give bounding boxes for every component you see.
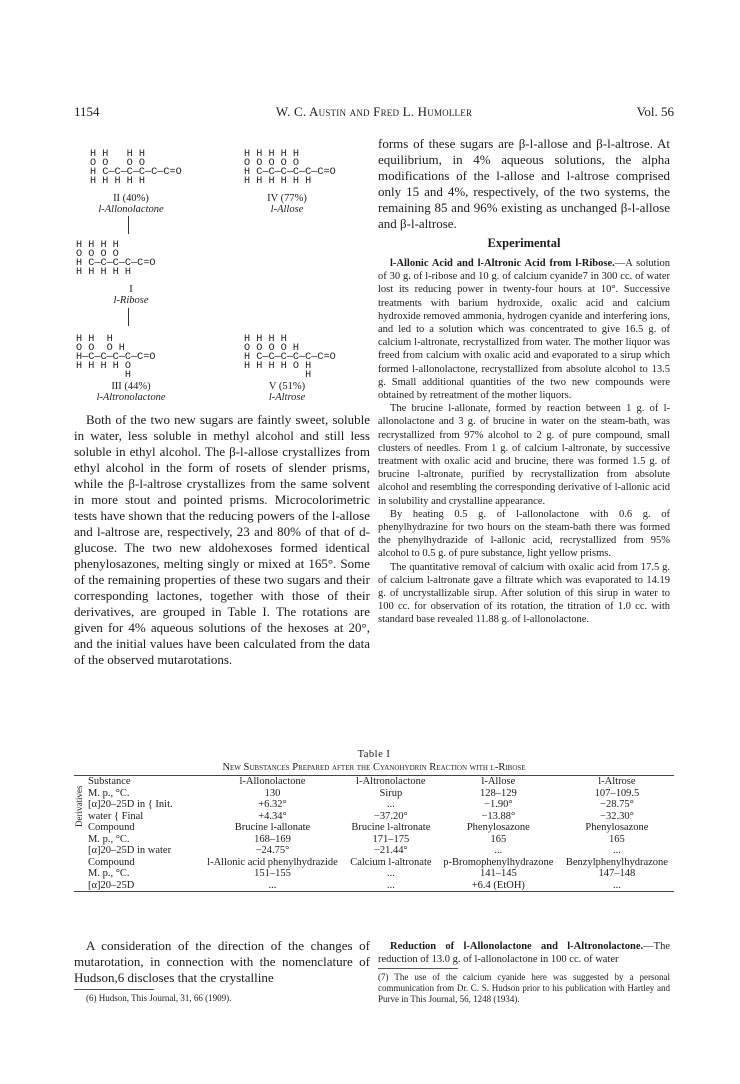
footnote-6: (6) Hudson, This Journal, 31, 66 (1909). xyxy=(86,993,232,1003)
table-cell: 165 xyxy=(490,833,507,845)
caption-iv: IV (77%) l-Allose xyxy=(267,193,307,215)
table-cell: 151–155 xyxy=(254,868,291,879)
data-table xyxy=(74,776,674,892)
table-cell: l-Allonolactone xyxy=(239,776,306,787)
bottom-right-text xyxy=(378,940,670,966)
table-row xyxy=(74,880,674,892)
table-cell: l-Allose xyxy=(481,776,516,787)
row-label: [α]20–25D xyxy=(88,879,135,891)
table-row xyxy=(74,811,674,823)
table-row xyxy=(74,868,674,880)
table-row xyxy=(74,857,674,869)
paragraph: Reduction of l-Allonolactone and l-Altronolactone.—The reduction of 13.0 g. of l-allonolactone in 100 cc. of water xyxy=(378,941,670,966)
table-row xyxy=(74,799,674,811)
header-authors: W. C. Austin and Fred L. Humoller xyxy=(275,104,473,119)
table-cell: ... xyxy=(268,879,277,891)
table-cell: 165 xyxy=(609,833,625,845)
footnote-rule xyxy=(378,968,458,969)
table-cell: −21.44° xyxy=(374,845,408,856)
table-cell: l-Altronolactone xyxy=(356,776,426,787)
table-cell: 128–129 xyxy=(479,787,517,799)
caption-v: V (51%) l-Altrose xyxy=(268,381,306,403)
table-cell: ... xyxy=(612,845,621,856)
table-cell: 130 xyxy=(264,787,281,799)
row-label: Compound xyxy=(88,856,135,868)
table-row xyxy=(74,788,674,800)
table-cell: Phenylosazone xyxy=(585,822,649,833)
table-row xyxy=(74,834,674,846)
table-cell: ... xyxy=(494,845,503,856)
table-cell: 171–175 xyxy=(372,833,410,845)
paragraph-heading: Reduction of l-Allonolactone and l-Altronolactone. xyxy=(390,941,644,952)
paragraph: By heating 0.5 g. of l-allonolactone with 0.6 g. of phenylhydrazine for two hours on the steam-bath there was formed the phenylhydrazide of l-allonic acid, recrystallized from 95% alcohol to 0.5 g. of pure substance, light yellow prisms. xyxy=(378,508,670,560)
formula-ribose: H H H H O O O O H C—C—C—C—C=O H H H H H xyxy=(76,240,156,278)
table-cell: ... xyxy=(612,879,621,891)
formula-altronolactone: H H H O O O H H—C—C—C—C—C=O H H H H O H xyxy=(76,334,156,381)
table-cell: Calcium l-altronate xyxy=(350,856,432,868)
table-cell: −32.30° xyxy=(600,810,634,822)
footnote-rule xyxy=(74,989,154,990)
row-label: M. p., °C. xyxy=(88,833,130,845)
caption-ii: II (40%) l-Allonolactone xyxy=(98,193,164,215)
table-row xyxy=(74,845,674,857)
row-label: M. p., °C. xyxy=(88,868,130,879)
paragraph: l-Allonic Acid and l-Altronic Acid from l-Ribose.—A solution of 30 g. of l-ribose and 10 g. of calcium cyanide7 in 300 cc. of water lost its reducing power in twenty-four hours at 10°. Successive treatments with barium hydroxide, oxalic acid and calcium hydroxide removed ammonia, hydrogen cyanide and interfering ions, and led to a solution which was concentrated to give 16.5 g. of calcium l-altronate, recrystallized from water. The mother liquor was freed from calcium with oxalic acid and evaporated to a sirup which formed l-allonolactone, recrystallized from absolute alcohol to 13.5 g. Small additional quantities of the two new compounds were obtained by retreatment of the mother liquors. xyxy=(378,258,671,402)
row-label: M. p., °C. xyxy=(88,787,130,799)
table-cell: −1.90° xyxy=(484,799,513,810)
left-column-text xyxy=(74,412,370,668)
caption-i: I l-Ribose xyxy=(113,284,149,306)
table-cell: +4.34° xyxy=(258,810,287,822)
table-cell: ... xyxy=(386,868,395,879)
table-cell: −37.20° xyxy=(374,810,408,822)
table-cell: Sirup xyxy=(379,787,403,799)
table-cell: +6.32° xyxy=(258,799,287,810)
table-cell: −28.75° xyxy=(600,799,634,810)
caption-iii: III (44%) l-Altronolactone xyxy=(96,381,166,403)
table-row xyxy=(74,822,674,834)
row-label: [α]20–25D in water xyxy=(88,845,172,856)
table-cell: Brucine l-altronate xyxy=(351,822,431,833)
formula-allonolactone: H H H H O O O O H C—C—C—C—C—C=O H H H H H xyxy=(90,149,182,187)
arrow-down xyxy=(128,308,129,326)
table-cell: −24.75° xyxy=(255,845,290,856)
paragraph: Both of the two new sugars are faintly sweet, soluble in water, less soluble in methyl alcohol and still less soluble in ethyl alcohol. The β-l-allose crystallizes from ethyl alcohol in the form of rosets of slender prisms, while the β-l-altrose crystallizes from the same solvent in more stout and pointed prisms. Microcolorimetric tests have shown that the reducing powers of the l-allose and l-altrose are, respectively, 23 and 80% of that of d-glucose. The two new aldohexoses formed identical phenylosazones, melting singly or mixed at 165°. Some of the remaining properties of these two sugars and their corresponding lactones, together with those of their derivatives, are grouped in Table I. The rotations are given for 4% aqueous solutions of the hexoses at 20°, and the initial values have been calculated from the data of the observed mutarotations. xyxy=(74,412,370,667)
right-column xyxy=(378,136,670,627)
paragraph-heading: l-Allonic Acid and l-Altronic Acid from l-Ribose. xyxy=(390,258,615,269)
section-heading: Experimental xyxy=(487,236,561,250)
row-label: [α]20–25D in { Init. xyxy=(88,799,173,810)
table-title: New Substances Prepared after the Cyanohydrin Reaction with l-Ribose xyxy=(74,762,674,776)
table-caption: Table I xyxy=(357,749,391,760)
table-cell: l-Allonic acid phenylhydrazide xyxy=(207,856,338,868)
formula-allose: H H H H H O O O O O H C—C—C—C—C—C=O H H H H H H xyxy=(244,149,336,187)
table-cell: 147–148 xyxy=(598,868,636,879)
table-cell: Benzylphenylhydrazone xyxy=(565,856,668,868)
table-cell: 141–145 xyxy=(479,868,517,879)
page-number: 1154 xyxy=(74,104,100,119)
table-cell: p-Bromophenylhydrazone xyxy=(443,856,554,868)
header-volume: Vol. 56 xyxy=(636,104,674,119)
formula-altrose: H H H H O O O O H H C—C—C—C—C—C=O H H H H O H H xyxy=(244,334,336,381)
table-cell: Brucine l-allonate xyxy=(234,822,311,833)
table-cell: 168–169 xyxy=(254,833,291,845)
paragraph: A consideration of the direction of the changes of mutarotation, in connection with the nomenclature of Hudson,6 discloses that the crystalline xyxy=(74,938,370,985)
paragraph: forms of these sugars are β-l-allose and β-l-altrose. At equilibrium, in 4% aqueous solutions, the alpha modifications of the l-allose and l-altrose comprised only 15 and 4%, respectively, of the two systems, the remaining 85 and 96% existing as unchanged β-l-allose and β-l-altrose. xyxy=(378,136,670,231)
arrow-up xyxy=(128,216,129,234)
footnote-7: (7) The use of the calcium cyanide here was suggested by a personal communication from Dr. C. S. Hudson prior to his publication with Hartley and Purve in This Journal, 56, 1248 (1934). xyxy=(378,972,670,1004)
row-label: water { Final xyxy=(88,810,144,822)
table-cell: −13.88° xyxy=(481,810,516,822)
row-label: Substance xyxy=(88,776,131,787)
table-cell: ... xyxy=(386,879,395,891)
table-cell: +6.4 (EtOH) xyxy=(471,879,525,891)
table-row xyxy=(74,776,674,788)
running-header xyxy=(74,104,674,122)
table-cell: Phenylosazone xyxy=(466,822,530,833)
table-cell: 107–109.5 xyxy=(594,787,640,799)
table-cell: l-Altrose xyxy=(598,776,636,787)
row-label: Compound xyxy=(88,822,135,833)
table-cell: ... xyxy=(386,799,395,810)
derivatives-side-label: Derivatives xyxy=(74,785,84,827)
paragraph: The brucine l-allonate, formed by reaction between 1 g. of l-allonolactone and 3 g. of brucine in water on the steam-bath, was recrystallized from 97% alcohol to 2 g. of pure compound, small clusters of needles. From 1 g. of calcium l-altronate, by successive treatment with oxalic acid and brucine, there was formed 1.5 g. of brucine l-altronate, purified by recrystallization from absolute alcohol and resembling the corresponding derivative of l-allonic acid in solubility and crystalline appearance. xyxy=(378,403,670,507)
bottom-left-text xyxy=(74,938,370,986)
paragraph: The quantitative removal of calcium with oxalic acid from 17.5 g. of calcium l-altronate gave a filtrate which was evaporated to 14.19 g. of uncrystallizable sirup. After solution of this sirup in water to 100 cc. for observation of its rotation, the titration of 1.0 cc. with standard base revealed 11.88 g. of l-allonolactone. xyxy=(378,561,670,626)
table-i xyxy=(74,749,674,892)
